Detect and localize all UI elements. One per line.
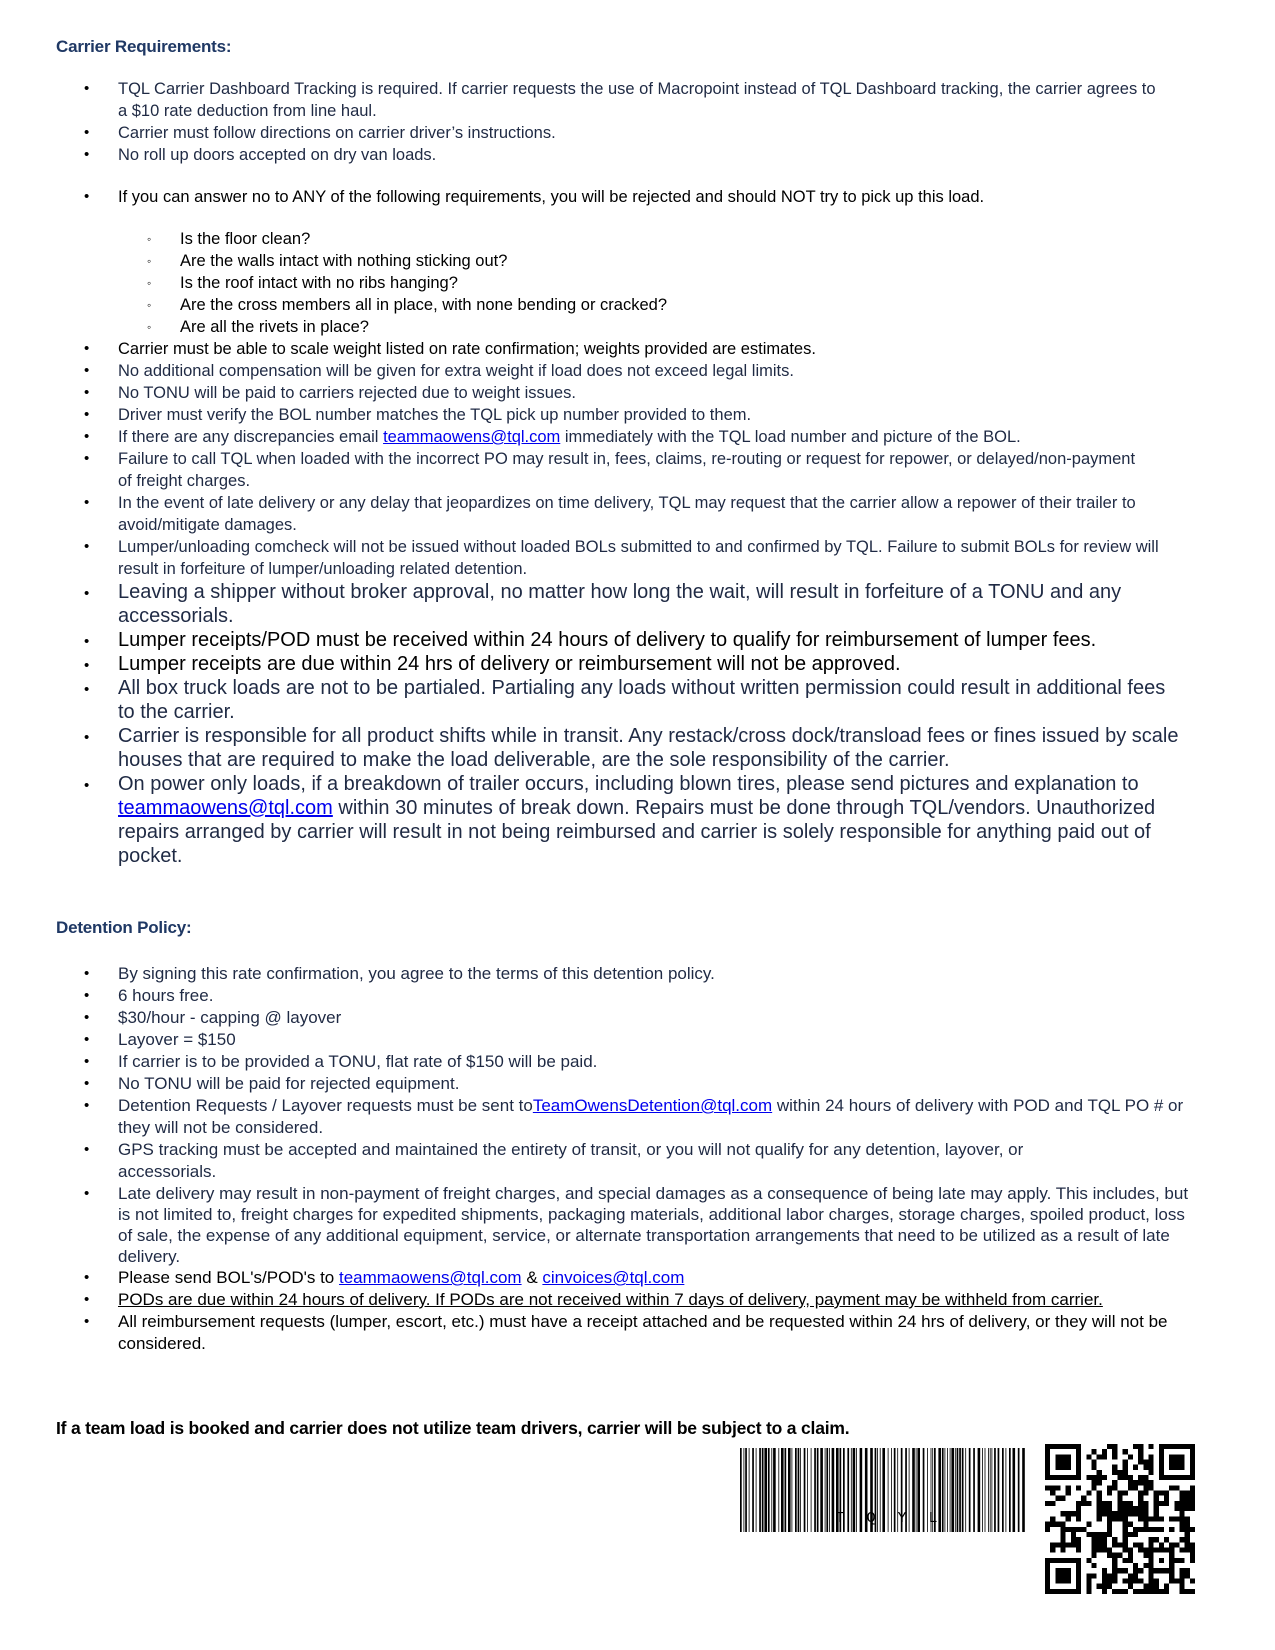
carrier-requirements-list (0, 78, 1198, 868)
barcode-text: TQYL (835, 1510, 960, 1527)
bullet-icon: • (84, 340, 90, 357)
sub-list-item: ◦ Is the floor clean? (147, 230, 311, 248)
email-link[interactable]: teammaowens@tql.com (338, 1268, 522, 1287)
list-item: • Carrier must follow directions on carrier driver’s instructions. (84, 124, 556, 142)
list-item: • If you can answer no to ANY of the following requirements, you will be rejected and should NOT try to pick up this load. (84, 188, 985, 206)
sub-list-item: ◦ Is the roof intact with no ribs hanging? (147, 274, 458, 292)
list-item: • 6 hours free. (84, 986, 214, 1005)
email-link[interactable]: cinvoices@tql.com (542, 1268, 685, 1287)
bullet-icon: • (84, 657, 90, 674)
email-link[interactable]: TeamOwensDetention@tql.com (532, 1096, 773, 1115)
list-item: • Carrier must be able to scale weight listed on rate confirmation; weights provided are estimates. (84, 340, 816, 358)
list-item: • If carrier is to be provided a TONU, flat rate of $150 will be paid. (84, 1052, 598, 1071)
bullet-icon: • (84, 494, 90, 511)
sub-list-item: ◦ Are the cross members all in place, with none bending or cracked? (147, 296, 667, 314)
qr-code-image (1045, 1444, 1195, 1594)
circle-bullet-icon: ◦ (147, 254, 152, 268)
list-item: • $30/hour - capping @ layover (84, 1008, 342, 1027)
list-item: • All reimbursement requests (lumper, escort, etc.) must have a receipt attached and be requested within 24 hrs of delivery, or they will not be considered. (84, 1312, 1168, 1353)
list-item: • Please send BOL's/POD's to teammaowens@tql.com & cinvoices@tql.com (84, 1268, 685, 1287)
list-item: • In the event of late delivery or any delay that jeopardizes on time delivery, TQL may request that the carrier allow a repower of their trailer to avoid/mitigate damages. (84, 494, 1136, 534)
bullet-icon: • (84, 1141, 90, 1158)
circle-bullet-icon: ◦ (147, 276, 152, 290)
circle-bullet-icon: ◦ (147, 320, 152, 334)
bullet-icon: • (84, 1053, 90, 1070)
bullet-icon: • (84, 1031, 90, 1048)
list-item: • TQL Carrier Dashboard Tracking is required. If carrier requests the use of Macropoint instead of TQL Dashboard tracking, the carrier agrees to a $10 rate deduction from line haul. (84, 80, 1156, 120)
list-item: • Driver must verify the BOL number matches the TQL pick up number provided to them. (84, 406, 752, 424)
team-load-notice: If a team load is booked and carrier does not utilize team drivers, carrier will be subject to a claim. (56, 1418, 850, 1438)
bullet-icon: • (84, 1009, 90, 1026)
list-item: • Lumper receipts/POD must be received within 24 hours of delivery to qualify for reimbursement of lumper fees. (0, 628, 1198, 652)
list-item: • On power only loads, if a breakdown of trailer occurs, including blown tires, please send pictures and explanation to teammaowens@tql.com within 30 minutes of break down. Repairs must be done through TQL/vendors. Unauthorized repairs arranged by carrier will result in not being reimbursed and carrier is solely responsible for anything paid out of pocket. (84, 773, 1156, 867)
bullet-icon: • (84, 681, 90, 698)
bullet-icon: • (84, 538, 90, 555)
bullet-icon: • (84, 406, 90, 423)
list-item: • No TONU will be paid to carriers rejected due to weight issues. (84, 384, 576, 402)
list-item: • No additional compensation will be given for extra weight if load does not exceed legal limits. (84, 362, 794, 380)
bullet-icon: • (84, 1185, 90, 1202)
bullet-icon: • (84, 987, 90, 1004)
bullet-icon: • (84, 188, 90, 205)
list-item: • Leaving a shipper without broker approval, no matter how long the wait, will result in forfeiture of a TONU and any accessorials. (84, 581, 1122, 627)
email-link[interactable]: teammaowens@tql.com (383, 428, 561, 446)
bullet-icon: • (84, 384, 90, 401)
bullet-icon: • (84, 1291, 90, 1308)
list-item: • Lumper receipts are due within 24 hrs of delivery or reimbursement will not be approved. (0, 652, 1188, 676)
detention-policy-heading: Detention Policy: (56, 918, 192, 937)
circle-bullet-icon: ◦ (147, 298, 152, 312)
list-item: • Failure to call TQL when loaded with the incorrect PO may result in, fees, claims, re-routing or request for repower, or delayed/non-payment of freight charges. (84, 450, 1136, 490)
list-item: • Lumper/unloading comcheck will not be issued without loaded BOLs submitted to and confirmed by TQL. Failure to submit BOLs for review will result in forfeiture of lumper/unloading related detention. (84, 538, 1159, 578)
list-item: • By signing this rate confirmation, you agree to the terms of this detention policy. (84, 964, 715, 983)
bullet-icon: • (84, 729, 90, 746)
sub-list-item: ◦ Are the walls intact with nothing sticking out? (147, 252, 508, 270)
sub-list-item: ◦ Are all the rivets in place? (147, 318, 369, 336)
bullet-icon: • (84, 633, 90, 650)
bullet-icon: • (84, 124, 90, 141)
list-item: • No roll up doors accepted on dry van loads. (84, 146, 437, 164)
bullet-icon: • (84, 146, 90, 163)
carrier-requirements-heading: Carrier Requirements: (56, 37, 232, 56)
detention-policy-list (0, 963, 1193, 1355)
list-item: • Layover = $150 (84, 1030, 236, 1049)
bullet-icon: • (84, 585, 90, 602)
email-link[interactable]: teammaowens@tql.com (118, 797, 333, 819)
list-item: • GPS tracking must be accepted and maintained the entirety of transit, or you will not qualify for any detention, layover, or accessorials. (84, 1140, 1024, 1181)
list-item: • Detention Requests / Layover requests must be sent toTeamOwensDetention@tql.com within 24 hours of delivery with POD and TQL PO # or they will not be considered. (84, 1096, 1184, 1137)
list-item: • PODs are due within 24 hours of delivery. If PODs are not received within 7 days of delivery, payment may be withheld from carrier. (84, 1290, 1103, 1309)
bullet-icon: • (84, 450, 90, 467)
list-item: • Late delivery may result in non-payment of freight charges, and special damages as a consequence of being late may apply. This includes, but is not limited to, freight charges for expedited shipments, packaging materials, additional labor charges, storage charges, spoiled product, loss of sale, the expense of any additional equipment, service, or alternate transportation arrangements that need to be utilized as a result of late delivery. (84, 1184, 1189, 1266)
list-item: • All box truck loads are not to be partialed. Partialing any loads without written permission could result in additional fees to the carrier. (84, 677, 1166, 723)
bullet-icon: • (84, 1313, 90, 1330)
list-item: • Carrier is responsible for all product shifts while in transit. Any restack/cross dock/transload fees or fines issued by scale houses that are required to make the load deliverable, are the sole responsibility of the carrier. (84, 725, 1179, 771)
bullet-icon: • (84, 362, 90, 379)
bullet-icon: • (84, 965, 90, 982)
bullet-icon: • (84, 1269, 90, 1286)
bullet-icon: • (84, 777, 90, 794)
list-item: • If there are any discrepancies email teammaowens@tql.com immediately with the TQL load number and picture of the BOL. (84, 428, 1021, 446)
bullet-icon: • (84, 1097, 90, 1114)
list-item: • No TONU will be paid for rejected equipment. (84, 1074, 460, 1093)
circle-bullet-icon: ◦ (147, 232, 152, 246)
bullet-icon: • (84, 80, 90, 97)
bullet-icon: • (84, 428, 90, 445)
bullet-icon: • (84, 1075, 90, 1092)
